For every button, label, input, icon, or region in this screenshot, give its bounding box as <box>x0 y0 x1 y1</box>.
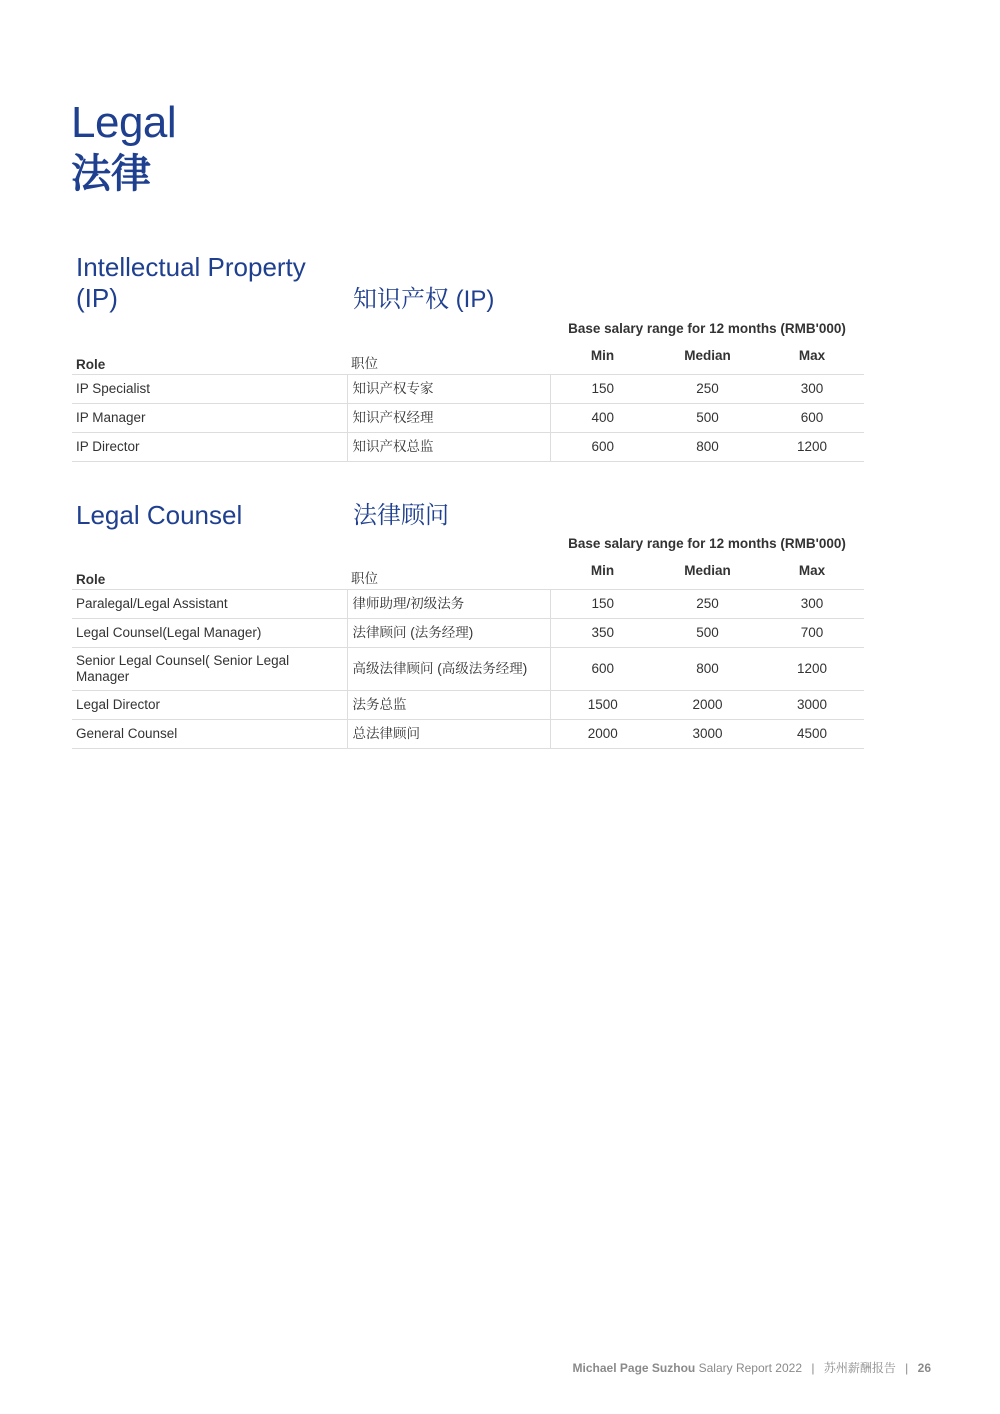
role-zh-cell: 高级法律顾问 (高级法务经理) <box>347 648 550 691</box>
table-row <box>72 590 864 619</box>
column-header-min: Min <box>550 563 655 590</box>
max-cell: 4500 <box>760 720 864 749</box>
page-footer <box>573 1359 931 1376</box>
max-cell: 300 <box>760 590 864 619</box>
footer-brand: Michael Page Suzhou <box>572 1361 696 1375</box>
section-heading: Legal Counsel <box>76 500 243 530</box>
footer-separator: | <box>811 1361 815 1375</box>
column-header-median: Median <box>655 348 760 375</box>
role-zh-cell: 知识产权经理 <box>347 404 550 433</box>
page-number: 26 <box>917 1361 931 1375</box>
min-cell: 600 <box>550 433 655 462</box>
salary-table <box>72 563 864 749</box>
max-cell: 300 <box>760 375 864 404</box>
median-cell: 3000 <box>655 720 760 749</box>
table-row <box>72 691 864 720</box>
role-cell: IP Director <box>72 433 347 462</box>
min-cell: 1500 <box>550 691 655 720</box>
median-cell: 800 <box>655 433 760 462</box>
column-header-max: Max <box>760 563 864 590</box>
footer-report-title: Salary Report 2022 <box>698 1361 802 1375</box>
role-cell: General Counsel <box>72 720 347 749</box>
section-heading: Intellectual Property (IP) <box>76 252 306 313</box>
max-cell: 600 <box>760 404 864 433</box>
min-cell: 2000 <box>550 720 655 749</box>
column-header-min: Min <box>550 348 655 375</box>
table-row <box>72 375 864 404</box>
page-title-zh: 法律 <box>71 152 151 196</box>
column-header-role: Role <box>72 348 347 375</box>
table-row <box>72 720 864 749</box>
table-row <box>72 404 864 433</box>
table-header-row <box>72 348 864 375</box>
role-cell: IP Specialist <box>72 375 347 404</box>
max-cell: 3000 <box>760 691 864 720</box>
column-header-role-zh: 职位 <box>347 563 550 590</box>
role-zh-cell: 知识产权专家 <box>347 375 550 404</box>
role-zh-cell: 总法律顾问 <box>347 720 550 749</box>
table-row <box>72 648 864 691</box>
min-cell: 150 <box>550 375 655 404</box>
salary-range-caption: Base salary range for 12 months (RMB'000) <box>568 321 846 336</box>
column-header-max: Max <box>760 348 864 375</box>
page-title: Legal <box>71 98 177 147</box>
role-zh-cell: 法律顾问 (法务经理) <box>347 619 550 648</box>
role-cell: Legal Counsel(Legal Manager) <box>72 619 347 648</box>
min-cell: 600 <box>550 648 655 691</box>
column-header-median: Median <box>655 563 760 590</box>
median-cell: 250 <box>655 590 760 619</box>
role-zh-cell: 法务总监 <box>347 691 550 720</box>
role-cell: IP Manager <box>72 404 347 433</box>
max-cell: 700 <box>760 619 864 648</box>
salary-range-caption: Base salary range for 12 months (RMB'000) <box>568 536 846 551</box>
median-cell: 500 <box>655 404 760 433</box>
section-heading-zh: 知识产权 (IP) <box>353 286 495 313</box>
role-zh-cell: 律师助理/初级法务 <box>347 590 550 619</box>
column-header-role: Role <box>72 563 347 590</box>
role-zh-cell: 知识产权总监 <box>347 433 550 462</box>
table-row <box>72 619 864 648</box>
median-cell: 800 <box>655 648 760 691</box>
section-intellectual-property <box>72 252 864 462</box>
median-cell: 500 <box>655 619 760 648</box>
median-cell: 2000 <box>655 691 760 720</box>
min-cell: 400 <box>550 404 655 433</box>
max-cell: 1200 <box>760 648 864 691</box>
role-cell: Senior Legal Counsel( Senior Legal Manager <box>72 648 347 691</box>
role-cell: Legal Director <box>72 691 347 720</box>
section-heading-zh: 法律顾问 <box>353 502 449 529</box>
table-header-row <box>72 563 864 590</box>
min-cell: 150 <box>550 590 655 619</box>
role-cell: Paralegal/Legal Assistant <box>72 590 347 619</box>
table-row <box>72 433 864 462</box>
footer-separator: | <box>905 1361 909 1375</box>
section-legal-counsel <box>72 500 864 750</box>
median-cell: 250 <box>655 375 760 404</box>
max-cell: 1200 <box>760 433 864 462</box>
footer-report-title-zh: 苏州薪酬报告 <box>823 1361 896 1375</box>
salary-table <box>72 348 864 462</box>
column-header-role-zh: 职位 <box>347 348 550 375</box>
min-cell: 350 <box>550 619 655 648</box>
